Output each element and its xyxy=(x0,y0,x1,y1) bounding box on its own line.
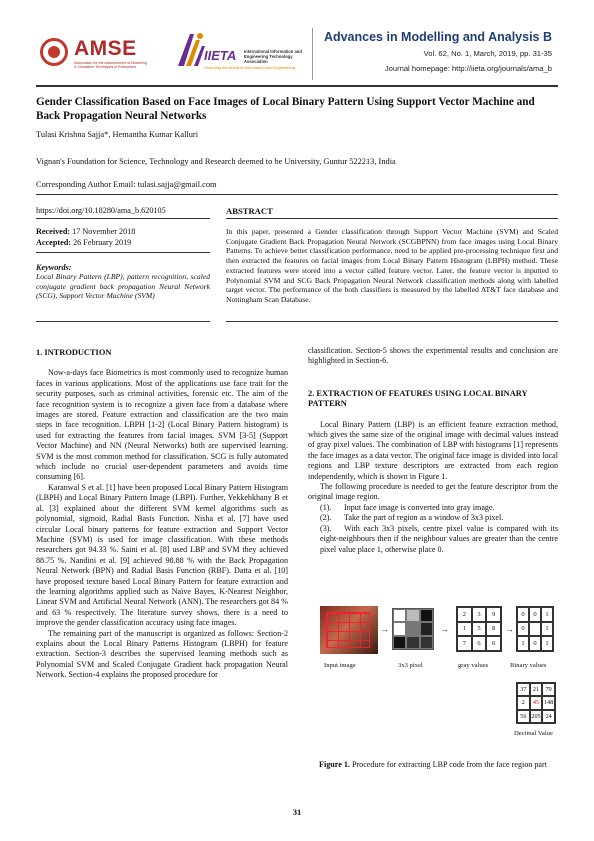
input-face-image xyxy=(320,606,378,654)
grid-cell: 205 xyxy=(530,710,543,723)
abstract-text: In this paper, presented a Gender classification through Support Vector Machine (SVM) and Scaled Conjugate Gradient Back Propagation Neural Network (SCGBPNN) from face images using Local Binary Patterns. To achieve better classification performance, need to be applied pre-processing technique first and then extracted the features on facial images from Local Binary Pattern Histogram (LBPH) method. These extracted features were stored into a vector called feature vector. Later, the feature vector is inputted to Polynomial SVM and SCG Back Propagation Neural Network classification methods along with labelled target vector. The performance of the both classifiers is measured by the labelled AT&T face database and Nottingham Scan Database. xyxy=(226,227,558,304)
amse-subtitle: Association for the Advancement of Modelling & Simulation Techniques in Enterprises xyxy=(74,61,147,69)
grid-cell: 6 xyxy=(486,636,501,651)
pixel-window xyxy=(392,608,434,650)
label-3x3: 3x3 pixel xyxy=(398,662,423,669)
paper-title: Gender Classification Based on Face Images of Local Binary Pattern Using Support Vector Machine and Back Propagation Neural Networks xyxy=(36,96,535,122)
arrow-icon: → xyxy=(380,624,389,634)
dates xyxy=(36,226,135,248)
amse-emblem-icon xyxy=(40,38,68,66)
paragraph: The following procedure is needed to get the feature descriptor from the original image region. xyxy=(308,482,558,502)
divider xyxy=(36,218,210,219)
accepted-date: 26 February 2019 xyxy=(73,238,132,247)
arrow-icon: → xyxy=(440,624,449,634)
paragraph: classification. Section-5 shows the experimental results and conclusion are highlighted in Section-6. xyxy=(308,346,558,366)
grid-cell: 0 xyxy=(517,607,529,622)
grid-cell: 1 xyxy=(541,607,553,622)
grid-cell: 45 xyxy=(530,696,543,709)
received-date: 17 November 2018 xyxy=(72,227,136,236)
label-gray: gray values xyxy=(458,662,489,669)
grid-cell: 148 xyxy=(542,696,555,709)
list-item: (3). With each 3x3 pixels, centre pixel value is compared with its eight-neighbours then if the neighbour values are greater than the centre pixel value place 1, otherwise place 0. xyxy=(320,523,558,554)
grid-cell: 9 xyxy=(486,607,501,622)
label-decimal: Decimal Value xyxy=(514,730,553,737)
iieta-name: IIETA xyxy=(204,48,237,63)
iieta-tagline: Reaching the World of Information and Engineering xyxy=(204,65,295,70)
arrow-icon: → xyxy=(505,624,514,634)
journal-volume: Vol. 62, No. 1, March, 2019, pp. 31-35 xyxy=(423,49,552,58)
right-column xyxy=(308,346,558,555)
paragraph: The remaining part of the manuscript is organized as follows: Section-2 explains about the Local Binary Patterns Histogram (LBPH) for feature extraction. Section-3 describes the supervised learning methods such as Polynomial SVM and Scaled Conjugate Gradient back propagation Neural Network. Section-4 explains the proposed procedure for xyxy=(36,628,288,680)
grid-cell: 21 xyxy=(530,683,543,696)
figure-1 xyxy=(320,600,552,750)
grid-cell: 56 xyxy=(517,710,530,723)
corresponding-author: Corresponding Author Email: tulasi.sajja@gmail.com xyxy=(36,180,217,189)
authors: Tulasi Krishna Sajja*, Hemantha Kumar Kalluri xyxy=(36,130,199,139)
label-input: Input image xyxy=(324,662,356,669)
grid-cell: 1 xyxy=(541,622,553,637)
divider xyxy=(36,194,558,195)
section-heading: 1. INTRODUCTION xyxy=(36,348,112,357)
page-number: 31 xyxy=(292,807,302,817)
affiliation: Vignan's Foundation for Science, Technology and Research deemed to be University, Guntur 522213, India xyxy=(36,157,396,166)
amse-logo xyxy=(36,34,148,76)
list-item: (2). Take the part of region as a window of 3x3 pixel. xyxy=(320,513,504,523)
grid-cell: 8 xyxy=(486,622,501,637)
label-binary: Binary values xyxy=(510,662,547,669)
header-logos xyxy=(36,30,306,80)
paragraph: Karanwal S et al. [1] have been proposed Local Binary Pattern Histogram (LBPH) and Local Binary Pattern Image (LBPI). Further, Yekkehkhany B et al. [3] explained about the different SVM kernel algorithms such as polynomial, sigmoid, Radial Basis Function. Nisha et al. [7] have used circular Local binary patterns for feature extraction and Support Vector Machine (SVM) is used for image classification. With these methods researchers got 94.33 %. Saini et al. [8] used LBP and SVM they achieved 88.75 %. Nandini et al. [9] achieved 98.88 % with the Back Propagation Neural Network (BPN) and Radial Basis Function (RBF). Datta et al. [10] have proposed texture based Local Binary Pattern for feature extraction and the learning algorithms applied such as Naïve Bayes, K-Nearest Neighbor, Linear SVM and Artificial Neural Network (ANN). The researchers got 84 % and 63 % respectively. The literature survey shows, there is a need to improve the gender classification accuracy using face images. xyxy=(36,482,288,628)
journal-name: Advances in Modelling and Analysis B xyxy=(323,30,552,44)
grid-cell: 2 xyxy=(517,696,530,709)
iieta-fullname: International Information and Engineering Technology Association xyxy=(244,49,302,64)
caption-text: Procedure for extracting LBP code from the face region part xyxy=(351,760,547,769)
grid-cell: 24 xyxy=(542,710,555,723)
iieta-logo xyxy=(174,30,309,78)
received-label: Received: xyxy=(36,227,71,236)
caption-label: Figure 1. xyxy=(319,760,350,769)
grid-cell: 0 xyxy=(529,636,541,651)
divider xyxy=(226,321,558,322)
grid-cell: 37 xyxy=(517,683,530,696)
gray-values-grid xyxy=(456,606,502,652)
keywords: Local Binary Pattern (LBP), pattern recognition, scaled conjugate gradient back propagation Neural Network (SCG), Support Vector Machine (SVM) xyxy=(36,272,210,301)
list-item: (1). Input face image is converted into gray image. xyxy=(320,502,495,512)
grid-cell: 6 xyxy=(472,636,487,651)
figure-caption xyxy=(308,760,558,770)
abstract-heading: ABSTRACT xyxy=(226,206,273,216)
accepted-label: Accepted: xyxy=(36,238,72,247)
grid-cell: 3 xyxy=(472,607,487,622)
journal-info xyxy=(312,28,558,80)
grid-cell: 1 xyxy=(541,636,553,651)
section-heading: 2. EXTRACTION OF FEATURES USING LOCAL BINARY PATTERN xyxy=(308,388,528,409)
grid-cell: 1 xyxy=(517,636,529,651)
divider xyxy=(36,321,210,322)
grid-cell: 79 xyxy=(542,683,555,696)
grid-cell: 1 xyxy=(457,622,472,637)
paragraph: Local Binary Pattern (LBP) is an efficient feature extraction method, which gives the same size of the original image with decimal values instead of gray pixel values. The combination of LBP with histograms [1] represents the face images as a data vector. The original face image is divided into local regions and LBP texture descriptors are extracted from each region independently, which is shown in Figure 1. xyxy=(308,419,558,481)
divider xyxy=(36,252,210,253)
grid-cell: 2 xyxy=(457,607,472,622)
left-column xyxy=(36,348,288,681)
grid-cell: 7 xyxy=(457,636,472,651)
grid-cell xyxy=(529,622,541,637)
grid-cell: 0 xyxy=(517,622,529,637)
divider xyxy=(226,218,558,219)
grid-cell: 0 xyxy=(529,607,541,622)
journal-homepage[interactable]: Journal homepage: http://iieta.org/journals/ama_b xyxy=(384,64,552,73)
amse-name: AMSE xyxy=(74,37,137,60)
grid-cell: 5 xyxy=(472,622,487,637)
decimal-values-grid xyxy=(516,682,556,724)
header-rule xyxy=(36,85,558,87)
binary-values-grid xyxy=(516,606,554,652)
keywords-heading: Keywords: xyxy=(36,263,72,272)
paragraph: Now-a-days face Biometrics is most commonly used to recognize human faces in various applications. Most of the applications use face trait for the security purposes, such as criminal activities, forensic etc. The aim of the face recognition system is to recognize a given face from a database where images are stored. Feature extraction and classification are the two main steps in face recognition. LBPH [1-2] (Local Binary Pattern histogram) is used for extracting the features from facial images. SVM [3-5] (Support Vector Machine) and NN (Neural Networks) both are supervised learning. SVM is the most common method for classification. SCG is fully automated which include no crucial user-dependent parameters and avoids time consuming [6]. xyxy=(36,368,288,482)
doi-link[interactable]: https://doi.org/10.18280/ama_b.620105 xyxy=(36,206,166,215)
